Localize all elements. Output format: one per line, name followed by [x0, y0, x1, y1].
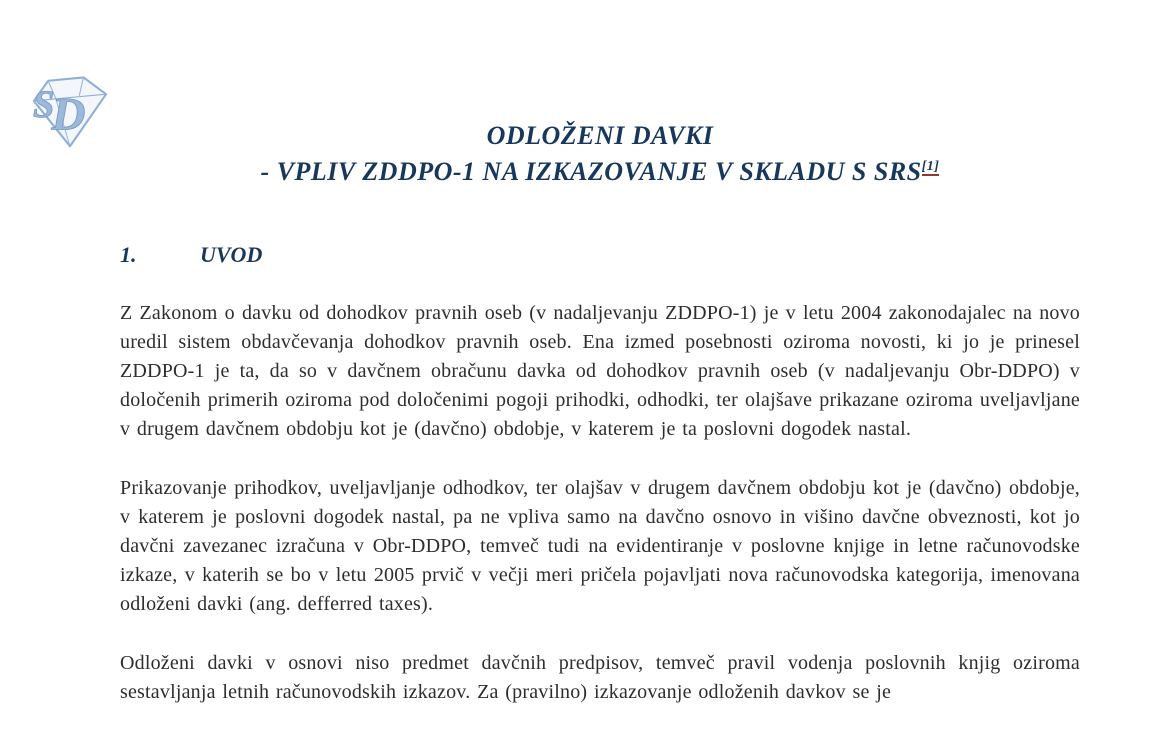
- title-line-2-text: - VPLIV ZDDPO-1 NA IZKAZOVANJE V SKLADU S SRS: [260, 157, 922, 186]
- paragraph-1: Z Zakonom o davku od dohodkov pravnih oseb (v nadaljevanju ZDDPO-1) je v letu 2004 zakonodajalec na novo uredil sistem obdavčevanja dohodkov pravnih oseb. Ena izmed posebnosti oziroma novosti, ki jo je prinesel ZDDPO-1 je ta, da so v davčnem obračunu davka od dohodkov pravnih oseb (v nadaljevanju Obr-DDPO) v določenih primerih oziroma pod določenimi pogoji prihodki, odhodki, ter olajšave prikazane oziroma uveljavljane v drugem davčnem obdobju kot je (davčno) obdobje, v katerem je ta poslovni dogodek nastal.: [120, 302, 1080, 440]
- title-line-2: [120, 154, 1080, 190]
- logo-letter-s: S: [33, 83, 55, 126]
- document-content: [120, 0, 1080, 707]
- title-line-1: ODLOŽENI DAVKI: [486, 121, 714, 150]
- footnote-ref-link[interactable]: [1]: [921, 159, 940, 175]
- document-title: [120, 118, 1080, 190]
- company-logo: [28, 70, 112, 152]
- logo-letter-d: D: [51, 88, 86, 141]
- diamond-logo-icon: [28, 70, 112, 152]
- section-heading-uvod: [120, 242, 1080, 268]
- section-number: 1.: [120, 242, 137, 267]
- section-title: UVOD: [200, 242, 263, 267]
- paragraph-2: Prikazovanje prihodkov, uveljavljanje odhodkov, ter olajšav v drugem davčnem obdobju kot je (davčno) obdobje, v katerem je poslovni dogodek nastal, pa ne vpliva samo na davčno osnovo in višino davčne obveznosti, kot jo davčni zavezanec izračuna v Obr-DDPO, temveč tudi na evidentiranje v poslovne knjige in letne računovodske izkaze, v katerih se bo v letu 2005 prvič v večji meri pričela pojavljati nova računovodska kategorija, imenovana odloženi davki (ang. defferred taxes).: [120, 477, 1080, 615]
- paragraph-3: Odloženi davki v osnovi niso predmet davčnih predpisov, temveč pravil vodenja poslovnih knjig oziroma sestavljanja letnih računovodskih izkazov. Za (pravilno) izkazovanje odloženih davkov se je: [120, 652, 1080, 703]
